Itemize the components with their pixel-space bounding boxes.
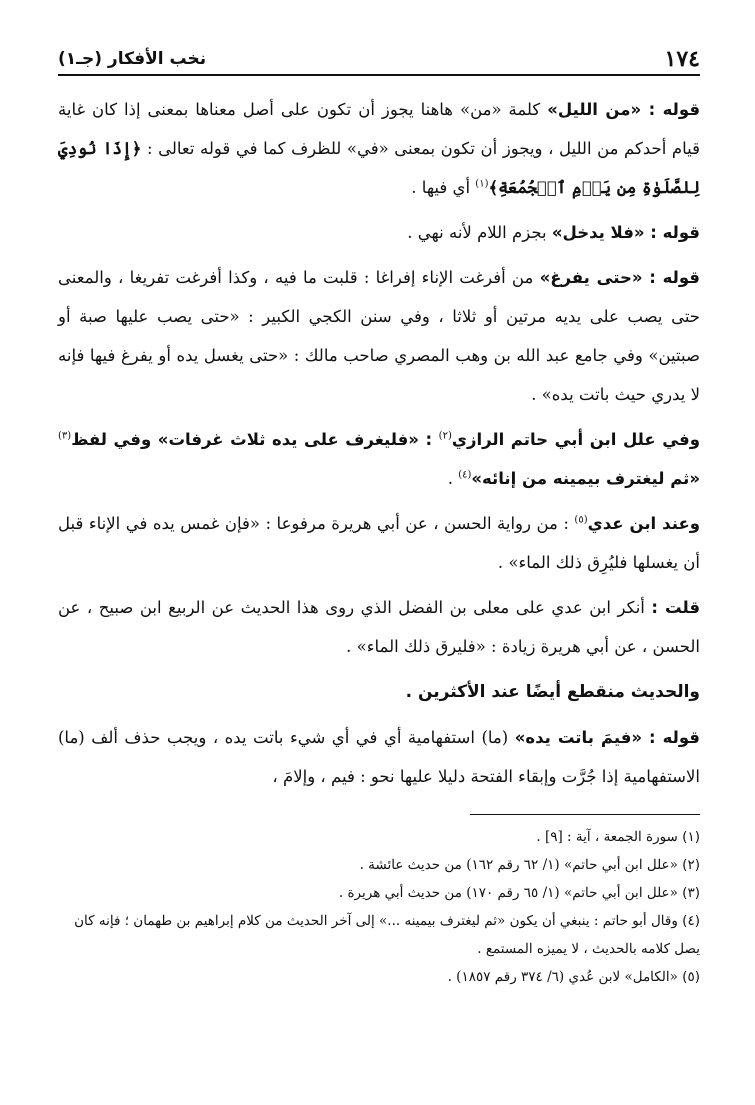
paragraph-lead: قوله : «من الليل» [547, 100, 701, 119]
paragraph-lead: قوله : «فلا يدخل» [551, 223, 700, 242]
footnote-item [58, 907, 700, 963]
footnote-ref: (١) [475, 178, 489, 190]
paragraph-lead: قلت : [651, 598, 700, 617]
footnote-ref: (٥) [574, 514, 588, 526]
paragraph-text: (ما) استفهامية أي في أي شيء باتت يده ، ويجب حذف ألف (ما) الاستفهامية إذا جُرَّت وإبقاء الفتحة دليلا عليها نحو : فيم ، وإلامَ ، [58, 728, 700, 786]
paragraph-text: أنكر ابن عدي على معلى بن الفضل الذي روى هذا الحديث عن الربيع ابن صبيح ، عن الحسن ، عن أبي هريرة زيادة : «فليرق ذلك الماء» . [58, 598, 700, 656]
page-header [58, 38, 700, 76]
standalone-statement: والحديث منقطع أيضًا عند الأكثرين . [405, 682, 700, 702]
paragraph-lead: قوله : «حتى يفرغ» [539, 268, 700, 287]
footnote-item [58, 823, 700, 851]
paragraph-text: «ثم ليغترف بيمينه من إنائه» [471, 469, 700, 488]
page-number: ١٧٤ [664, 46, 700, 72]
footnote-number: (٣) [682, 885, 700, 901]
running-title: نخب الأفكار (جـ١) [58, 49, 207, 69]
footnote-item [58, 879, 700, 907]
paragraph-fima-batat [58, 718, 700, 796]
footnote-item [58, 963, 700, 991]
footnote-text: «الكامل» لابن عُدي (٦/ ٣٧٤ رقم ١٨٥٧) . [447, 969, 683, 985]
footnote-text: «علل ابن أبي حاتم» (١/ ٦٥ رقم ١٧٠) من حديث أبي هريرة . [338, 885, 683, 901]
paragraph-ilal-ibn-abi-hatim [58, 420, 700, 498]
footnote-item [58, 851, 700, 879]
footnote-number: (١) [682, 829, 700, 845]
footnote-ref: (٣) [58, 430, 72, 442]
footnote-number: (٥) [682, 969, 700, 985]
quran-verse: ﴿إِذَا نُودِيَ لِلصَّلَوٰةِ مِن يَوۡمِ ٱلۡجُمُعَةِ﴾ [58, 139, 700, 197]
paragraph-fala-yadkhul [58, 213, 700, 252]
footnote-ref: (٤) [458, 469, 472, 481]
footnote-text: سورة الجمعة ، آية : [٩] . [536, 829, 683, 845]
paragraph-text: كلمة «من» هاهنا يجوز أن تكون على أصل معناها بمعنى إذا كان غاية قيام أحدكم من الليل ، ويجوز أن تكون بمعنى «في» للظرف كما في قوله تعالى : [58, 100, 701, 158]
paragraph-quote: : «فليغرف على يده ثلاث غرفات» وفي لفظ [71, 430, 439, 449]
paragraph-min-al-layl [58, 90, 700, 207]
paragraph-text: من أفرغت الإناء إفراغا : قلبت ما فيه ، وكذا أفرغت تفريغا ، والمعنى حتى يصب على يديه مرتين أو ثلاثا ، وفي سنن الكجي الكبير : «حتى يصب عليها صبة أو صبتين» وفي جامع عبد الله بن وهب المصري صاحب مالك : «حتى يغسل يده أو يفرغ فيها فإنه لا يدري حيث باتت يده» . [58, 268, 700, 404]
footnote-ref: (٢) [438, 430, 452, 442]
paragraph-tail: أي فيها . [411, 178, 476, 197]
paragraph-lead: وفي علل ابن أبي حاتم الرازي [451, 430, 700, 449]
paragraph-text: : من رواية الحسن ، عن أبي هريرة مرفوعا : «فإن غمس يده في الإناء قبل أن يغسلها فليُرِق ذلك الماء» . [58, 514, 700, 572]
footnote-number: (٤) [682, 913, 700, 929]
paragraph-text: بجزم اللام لأنه نهي . [407, 223, 552, 242]
paragraph-lead: وعند ابن عدي [587, 514, 700, 533]
footnotes [58, 823, 700, 991]
footnote-text: وقال أبو حاتم : ينبغي أن يكون «ثم ليغترف بيمينه ...» إلى آخر الحديث من كلام إبراهيم بن طهمان ؛ فإنه كان يصل كلامه بالحديث ، لا يميزه المستمع . [74, 913, 700, 957]
paragraph-lead: قوله : «فيمَ باتت يده» [514, 728, 700, 747]
paragraph-hatta-yufrigh [58, 258, 700, 414]
paragraph-tail: . [447, 469, 459, 488]
paragraph-qultu [58, 588, 700, 666]
paragraph-ibn-adi [58, 504, 700, 582]
footnote-number: (٢) [682, 857, 700, 873]
book-page [58, 38, 700, 1068]
main-text [58, 90, 700, 796]
footnote-divider [470, 814, 700, 815]
footnote-text: «علل ابن أبي حاتم» (١/ ٦٢ رقم ١٦٢) من حديث عائشة . [359, 857, 683, 873]
